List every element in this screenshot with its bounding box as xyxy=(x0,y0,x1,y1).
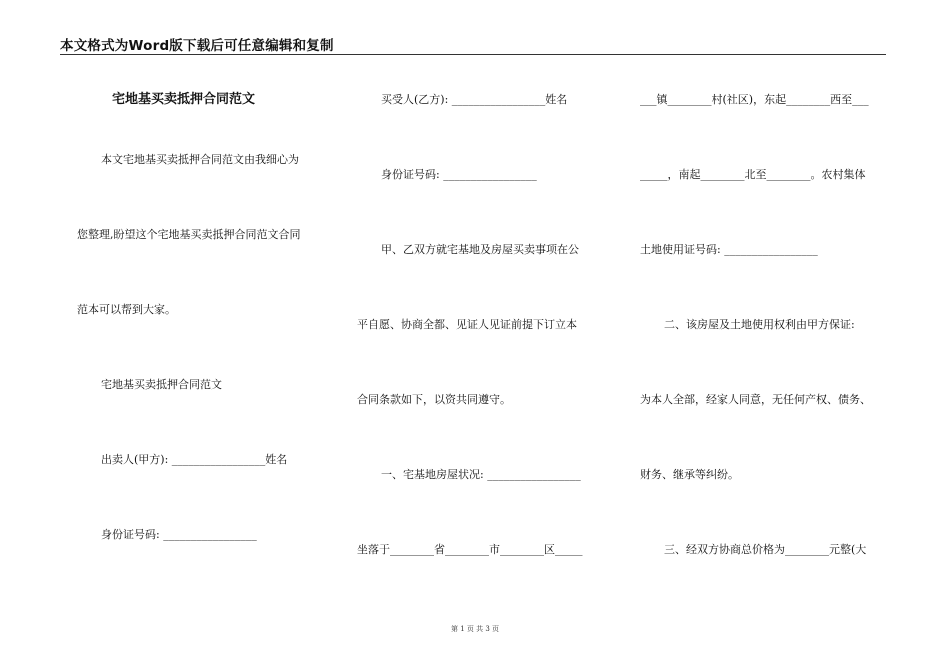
paragraph-line: 范本可以帮到大家。 xyxy=(77,303,176,316)
paragraph-line: 财务、继承等纠纷。 xyxy=(640,468,739,481)
clause-heading: 二、该房屋及土地使用权利由甲方保证: xyxy=(664,318,855,331)
page-number: 第 1 页 共 3 页 xyxy=(450,625,500,633)
clause-heading: 一、宅基地房屋状况: _________________ xyxy=(381,468,581,481)
location-line: _____，南起________北至________。农村集体 xyxy=(640,168,866,181)
paragraph-line: 合同条款如下，以资共同遵守。 xyxy=(357,393,511,406)
clause-heading: 三、经双方协商总价格为________元整(大 xyxy=(664,543,867,556)
paragraph-line: 平自愿、协商全都、见证人见证前提下订立本 xyxy=(357,318,577,331)
seller-id-field: 身份证号码: _________________ xyxy=(101,528,257,541)
section-heading: 宅地基买卖抵押合同范文 xyxy=(101,378,222,391)
location-line: 坐落于________省________市________区_____ xyxy=(357,543,583,556)
location-line: ___镇________村(社区)，东起________西至___ xyxy=(640,93,869,106)
paragraph-line: 本文宅地基买卖抵押合同范文由我细心为 xyxy=(101,153,299,166)
header-title: 本文格式为Word版下载后可任意编辑和复制 xyxy=(60,38,334,54)
buyer-id-field: 身份证号码: _________________ xyxy=(381,168,537,181)
paragraph-line: 甲、乙双方就宅基地及房屋买卖事项在公 xyxy=(381,243,579,256)
paragraph-line: 为本人全部，经家人同意，无任何产权、债务、 xyxy=(640,393,871,406)
document-title: 宅地基买卖抵押合同范文 xyxy=(112,92,256,107)
seller-field: 出卖人(甲方): _________________姓名 xyxy=(101,453,288,466)
page-header xyxy=(60,34,886,55)
buyer-field: 买受人(乙方): _________________姓名 xyxy=(381,93,568,106)
paragraph-line: 您整理,盼望这个宅地基买卖抵押合同范文合同 xyxy=(77,228,301,241)
land-certificate-field: 土地使用证号码: _________________ xyxy=(640,243,818,256)
